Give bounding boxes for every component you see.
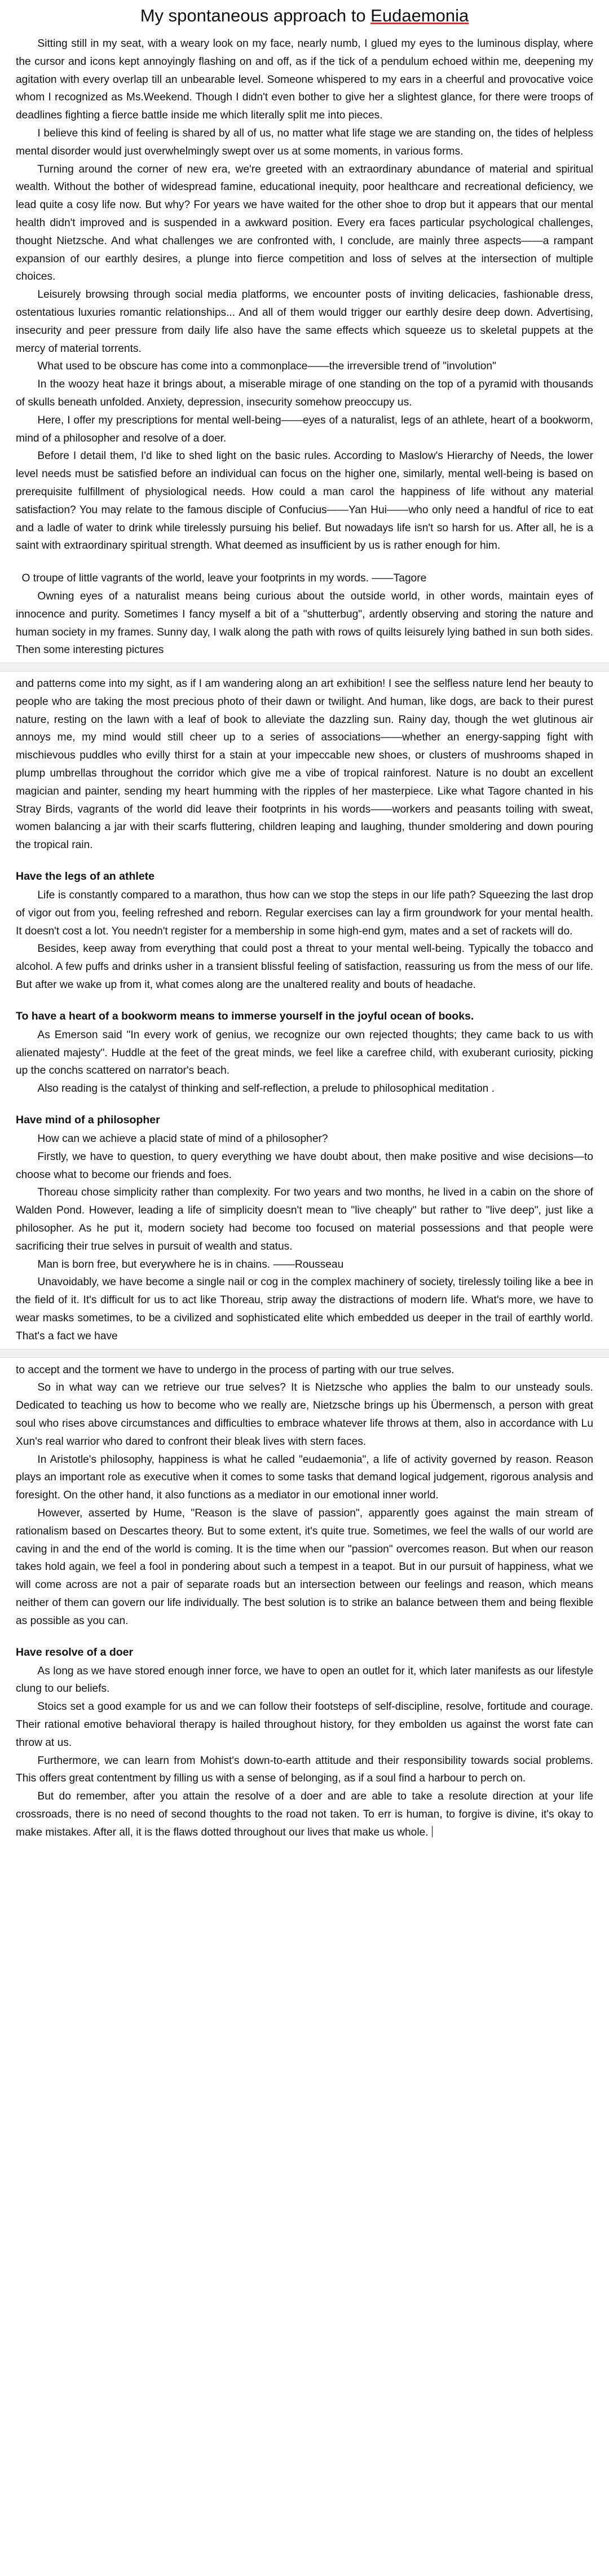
paragraph: Life is constantly compared to a marathon, thus how can we stop the steps in our life path? Squeezing the last drop of vigor out from you, feeling refreshed and reborn. Regular exercises can lay a firm groundwork for your mental health. It doesn't cost a lot. You needn't register for a membership in some high-end gym, mates and a set of rackets will do. [16, 889, 593, 937]
paragraph: So in what way can we retrieve our true selves? It is Nietzsche who applies the balm to our unsteady souls. Dedicated to teaching us how to become who we really are, Nietzsche brings up his Übermensch, a person with great soul who rises above circumstances and difficulties to embrace whatever life throws at them, also in accordance with Lu Xun's real warrior who dared to confront their bleak lives with stern faces. [16, 1382, 593, 1448]
paragraph: and patterns come into my sight, as if I am wandering along an art exhibition! I see the selfless nature lend her beauty to people who are taking the most precious photo of their dawn or twilight. And human, like dogs, are back to their purest nature, resting on the lawn with a leaf of book to alleviate the dazzling sun. Rainy day, though the wet glutinous air annoys me, my mind would still cheer up to a series of associations——whether an energy-sapping fight with mischievous puddles who evilly thirst for a stain at your impeccable new shoes, or clusters of mushrooms shaped in plump umbrellas throughout the corridor which give me a vibe of tropical rainforest. Nature is no doubt an excellent magician and painter, sending my heart humming with the ripples of her masterpiece. Like what Tagore chanted in his Stray Birds, vagrants of the world did leave their footprints in his words——workers and peasants toiling with sweat, women balancing a jar with their scarfs fluttering, children leaping and laughing, thunder smoldering and down pouring the tropical rain. [16, 678, 593, 852]
paragraph: Thoreau chose simplicity rather than complexity. For two years and two months, he lived in a cabin on the shore of Walden Pond. However, leading a life of simplicity doesn't mean to "live cheaply" but rather to "live deep", just like a philosopher. As he put it, modern society had become too focused on material possessions and that people were sacrificing their true selves in pursuit of wealth and status. [16, 1186, 593, 1252]
paragraph: Turning around the corner of new era, we're greeted with an extraordinary abundance of material and spiritual wealth. Without the bother of widespread famine, educational inequity, poor healthcare and recreational deficiency, we lead quite a cosy life now. But why? For years we have waited for the other shoe to drop but it appears that our mental health didn't improved and is suspended in a awkward position. Every era faces particular psychological challenges, thought Nietzsche. And what challenges we are confronted with, I conclude, are mainly three aspects——a rampant expansion of our earthly desires, a plunge into fierce competition and loss of selves at the intersection of multiple choices. [16, 163, 593, 283]
paragraph: What used to be obscure has come into a commonplace——the irreversible trend of "involution" [37, 360, 496, 373]
paragraph: As long as we have stored enough inner force, we have to open an outlet for it, which later manifests as our lifestyle clung to our beliefs. [16, 1665, 593, 1695]
paragraph: to accept and the torment we have to undergo in the process of parting with our true selves. [16, 1364, 454, 1376]
page-break [0, 663, 609, 672]
paragraph: Owning eyes of a naturalist means being curious about the outside world, in other words, maintain eyes of innocence and purity. Sometimes I fancy myself a bit of a "shutterbug", ardently observing and storing the nature and human society in my frames. Sunny day, I walk along the path with rows of quilts leisurely lying bathed in sun both sides. Then some interesting pictures [16, 590, 593, 656]
section-heading: Have resolve of a doer [16, 1646, 134, 1658]
section-heading: Have mind of a philosopher [16, 1114, 160, 1127]
paragraph: Furthermore, we can learn from Mohist's down-to-earth attitude and their responsibility towards social problems. This offers great contentment by filling us with a sense of belonging, as if a soul find a harbour to perch on. [16, 1754, 593, 1785]
paragraph: Firstly, we have to question, to query everything we have doubt about, then make positive and wise decisions—to choose what to become our friends and foes. [16, 1150, 593, 1181]
paragraph: Here, I offer my prescriptions for mental well-being——eyes of a naturalist, legs of an athlete, heart of a bookworm, mind of a philosopher and resolve of a doer. [16, 414, 593, 444]
text-cursor-icon [432, 1826, 433, 1837]
paragraph: Man is born free, but everywhere he is in chains. ——Rousseau [37, 1258, 344, 1271]
paragraph: Before I detail them, I'd like to shed light on the basic rules. According to Maslow's Hierarchy of Needs, the lower level needs must be satisfied before an individual can focus on the higher one, similarly, mental well-being is based on prerequisite fulfillment of physiological needs. How could a man carol the happiness of life without any material satisfaction? You may relate to the famous disciple of Confucius——Yan Hui——who only need a handful of rice to eat and a ladle of water to drink while tirelessly pursuing his belief. But nowadays life isn't so harsh for us. After all, he is a saint with extraordinary spiritual strength. What deemed as insufficient by us is rather enough for him. [16, 450, 593, 552]
paragraph: Besides, keep away from everything that could post a threat to your mental well-being. Typically the tobacco and alcohol. A few puffs and drinks usher in a transient blissful feeling of satisfaction, reassuring us from the mess of our life. But after we wake up from it, what comes along are the unaltered reality and bouts of headache. [16, 943, 593, 991]
paragraph: Unavoidably, we have become a single nail or cog in the complex machinery of society, tirelessly toiling like a bee in the field of it. It's difficult for us to act like Thoreau, strip away the distractions of modern life. What's more, we have to wear masks sometimes, to be a civilized and sophisticated elite which embedded us deeper in the trail of earthly world. That's a fact we have [16, 1276, 593, 1342]
section-heading: Have the legs of an athlete [16, 870, 155, 883]
paragraph: How can we achieve a placid state of mind of a philosopher? [37, 1133, 328, 1145]
title-word: Eudaemonia [370, 6, 469, 25]
paragraph: In the woozy heat haze it brings about, a miserable mirage of one standing on the top of a pyramid with thousands of skulls beneath unfolded. Anxiety, depression, insecurity somehow preoccupy us. [16, 378, 593, 408]
page-break [0, 1349, 609, 1358]
title-prefix: My spontaneous approach to [140, 6, 371, 25]
paragraph: I believe this kind of feeling is shared by all of us, no matter what life stage we are standing on, the tides of helpless mental disorder would just overwhelmingly swept over us at some moments, in various forms. [16, 127, 593, 157]
paragraph: Stoics set a good example for us and we can follow their footsteps of self-discipline, resolve, fortitude and courage. Their rational emotive behavioral therapy is hailed throughout history, for they embolden us against the worst fate can throw at us. [16, 1701, 593, 1749]
last-paragraph [16, 1788, 593, 1841]
paragraph: Sitting still in my seat, with a weary look on my face, nearly numb, I glued my eyes to the luminous display, where the cursor and icons kept annoyingly flashing on and off, as if the tick of a pendulum echoed within me, deepening my agitation with every overlap till an unbearable level. Someone whispered to my ears in a cheerful and provocative voice whom I recognized as Ms.Weekend. Though I didn't even bother to give her a slightest glance, for there were troops of deadlines fighting a fierce battle inside me which literally split me into pieces. [16, 38, 593, 122]
paragraph-text: But do remember, after you attain the resolve of a doer and are able to take a resolute direction at your life crossroads, there is no need of second thoughts to the road not taken. To err is human, to forgive is divine, it's okay to make mistakes. After all, it is the flaws dotted throughout our lives that make us whole. [16, 1790, 593, 1838]
paragraph: In Aristotle's philosophy, happiness is what he called "eudaemonia", a life of activity governed by reason. Reason plays an important role as executive when it comes to some tasks that demand logical judgement, rigorous analysis and foresight. On the other hand, it also functions as a mediator in our emotional inner world. [16, 1453, 593, 1502]
paragraph: Also reading is the catalyst of thinking and self-reflection, a prelude to philosophical meditation . [37, 1083, 495, 1095]
paragraph: However, asserted by Hume, "Reason is the slave of passion", apparently goes against the main stream of rationalism based on Descartes theory. But to some extent, it's quite true. Sometimes, we feel the walls of our world are caving in and the end of the world is coming. It is the time when our "passion" overcomes reason. But when our reason takes hold again, we feel a fool in pondering about such a tempest in a teapot. But in our pursuit of happiness, what we will come across are not a pair of separate roads but an intersection between our feelings and reason, which means neither of them can govern our life individually. The best solution is to strike an balance between them and being flexible as possible as you can. [16, 1507, 593, 1627]
tagore-quote: O troupe of little vagrants of the world, leave your footprints in my words. ——Tagore [21, 572, 427, 585]
section-heading: To have a heart of a bookworm means to immerse yourself in the joyful ocean of books. [16, 1009, 474, 1022]
page-title [16, 5, 593, 27]
paragraph: As Emerson said "In every work of genius, we recognize our own rejected thoughts; they came back to us with alienated majesty". Huddle at the feet of the great minds, we feel like a carefree child, with exuberant curiosity, picking up the conchs scattered on narrator's beach. [16, 1029, 593, 1077]
paragraph: Leisurely browsing through social media platforms, we encounter posts of inviting delicacies, fashionable dress, ostentatious luxuries romantic relationships... And all of them would trigger our earthly desire deep down. Advertising, insecurity and peer pressure from daily life also have the same effects which squeeze us to skeletal puppets at the mercy of material torrents. [16, 289, 593, 355]
